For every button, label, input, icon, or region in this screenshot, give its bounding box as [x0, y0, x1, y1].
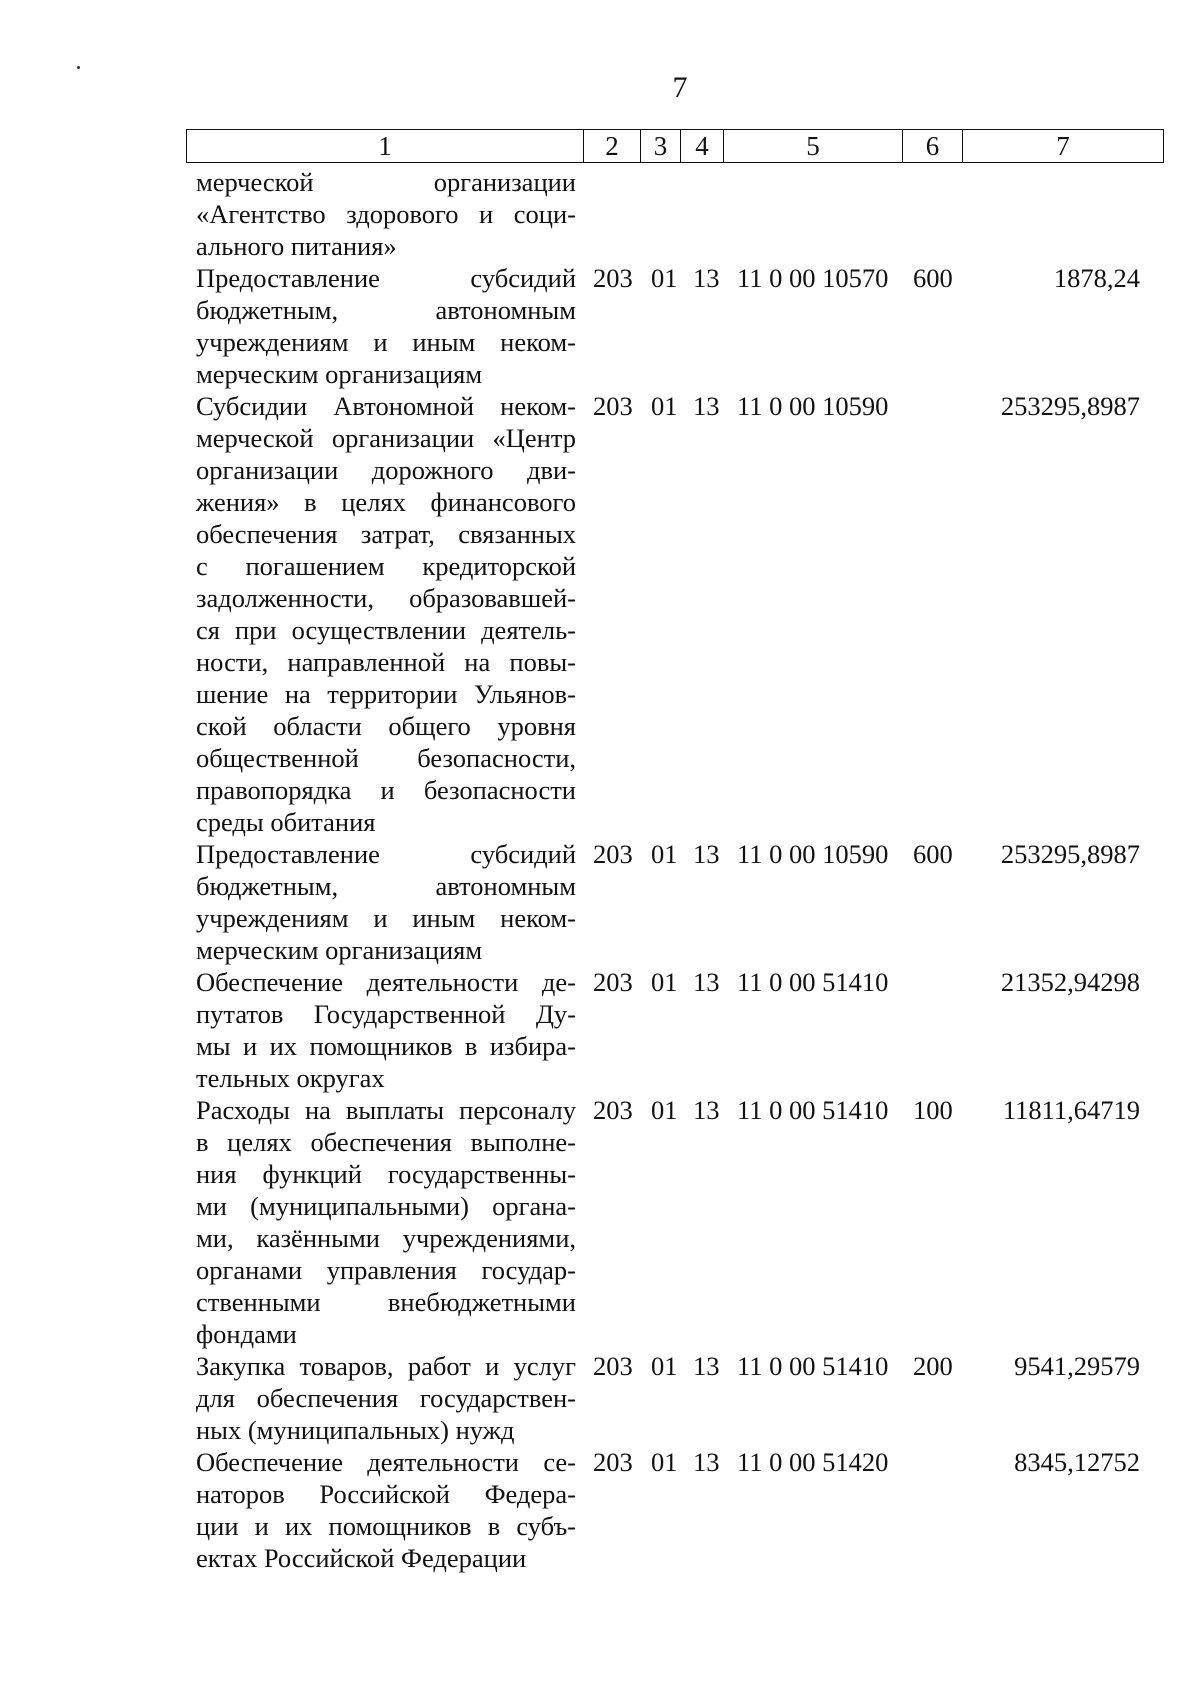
code-section: 01 [651, 1447, 678, 1477]
description-line: фондами [196, 1319, 297, 1349]
code-admin: 203 [593, 1351, 633, 1381]
table-row [0, 166, 1200, 262]
code-admin: 203 [593, 839, 633, 869]
description-line: учреждениям и иным неком- [196, 903, 576, 933]
code-subsection: 13 [693, 1095, 720, 1125]
page-number: 7 [672, 71, 688, 104]
description-line: Предоставление субсидий [196, 839, 576, 869]
code-section: 01 [651, 967, 678, 997]
description-line: ся при осуществлении деятель- [196, 615, 576, 645]
table-row [0, 1446, 1200, 1574]
description-line: Расходы на выплаты персоналу [196, 1095, 576, 1125]
description-line: Субсидии Автономной неком- [196, 391, 576, 421]
description-line: общественной безопасности, [196, 743, 576, 773]
description-line: обеспечения затрат, связанных [196, 519, 576, 549]
row-description [196, 166, 576, 262]
row-description [196, 390, 576, 838]
table-body [0, 166, 1200, 1574]
code-section: 01 [651, 1351, 678, 1381]
row-description [196, 262, 576, 390]
description-line: Обеспечение деятельности де- [196, 967, 576, 997]
description-line: мерческой организации [196, 167, 576, 197]
description-line: путатов Государственной Ду- [196, 999, 576, 1029]
description-line: ции и их помощников в субъ- [196, 1511, 576, 1541]
description-line: для обеспечения государствен- [196, 1383, 576, 1413]
code-subsection: 13 [693, 967, 720, 997]
code-target-article: 11 0 00 51410 [737, 1351, 889, 1381]
code-subsection: 13 [693, 1447, 720, 1477]
code-admin: 203 [593, 1095, 633, 1125]
column-header-6: 6 [903, 130, 963, 163]
description-line: мерческим организациям [196, 359, 483, 389]
description-line: учреждениям и иным неком- [196, 327, 576, 357]
code-target-article: 11 0 00 10590 [737, 391, 889, 421]
table-row [0, 966, 1200, 1094]
code-admin: 203 [593, 263, 633, 293]
description-line: мерческой организации «Центр [196, 423, 576, 453]
description-line: ми (муниципальными) органа- [196, 1191, 576, 1221]
description-line: Предоставление субсидий [196, 263, 576, 293]
code-admin: 203 [593, 967, 633, 997]
code-subsection: 13 [693, 263, 720, 293]
row-description [196, 966, 576, 1094]
row-description [196, 1094, 576, 1350]
column-header-3: 3 [641, 130, 681, 163]
column-header-4: 4 [681, 130, 724, 163]
description-line: мы и их помощников в избира- [196, 1031, 576, 1061]
row-description [196, 1446, 576, 1574]
table-row [0, 838, 1200, 966]
description-line: бюджетным, автономным [196, 871, 576, 901]
column-header-7: 7 [963, 130, 1164, 163]
code-target-article: 11 0 00 10570 [737, 263, 889, 293]
table-row [0, 390, 1200, 838]
column-header-5: 5 [724, 130, 903, 163]
column-header-2: 2 [584, 130, 641, 163]
description-line: задолженности, образовавшей- [196, 583, 576, 613]
code-target-article: 11 0 00 51420 [737, 1447, 889, 1477]
description-line: наторов Российской Федера- [196, 1479, 576, 1509]
description-line: Закупка товаров, работ и услуг [196, 1351, 576, 1381]
code-expense-type: 200 [913, 1351, 953, 1381]
code-admin: 203 [593, 1447, 633, 1477]
amount: 11811,64719 [1002, 1095, 1140, 1125]
description-line: ности, направленной на повы- [196, 647, 576, 677]
description-line: ального питания» [196, 231, 397, 261]
amount: 253295,8987 [1000, 839, 1140, 869]
code-target-article: 11 0 00 10590 [737, 839, 889, 869]
code-section: 01 [651, 839, 678, 869]
amount: 8345,12752 [1014, 1447, 1140, 1477]
description-line: ской области общего уровня [196, 711, 576, 741]
description-line: бюджетным, автономным [196, 295, 576, 325]
row-description [196, 838, 576, 966]
description-line: ектах Российской Федерации [196, 1543, 527, 1573]
description-line: шение на территории Ульянов- [196, 679, 576, 709]
description-line: ния функций государственны- [196, 1159, 576, 1189]
code-subsection: 13 [693, 1351, 720, 1381]
description-line: ми, казёнными учреждениями, [196, 1223, 576, 1253]
table-row [0, 262, 1200, 390]
code-expense-type: 600 [913, 839, 953, 869]
description-line: правопорядка и безопасности [196, 775, 576, 805]
code-target-article: 11 0 00 51410 [737, 967, 889, 997]
code-expense-type: 100 [913, 1095, 953, 1125]
description-line: органами управления государ- [196, 1255, 576, 1285]
table-row [0, 1094, 1200, 1350]
description-line: ных (муниципальных) нужд [196, 1415, 515, 1445]
code-expense-type: 600 [913, 263, 953, 293]
code-subsection: 13 [693, 391, 720, 421]
code-target-article: 11 0 00 51410 [737, 1095, 889, 1125]
amount: 21352,94298 [1000, 967, 1140, 997]
description-line: Обеспечение деятельности се- [196, 1447, 576, 1477]
code-admin: 203 [593, 391, 633, 421]
description-line: жения» в целях финансового [196, 487, 576, 517]
code-subsection: 13 [693, 839, 720, 869]
description-line: среды обитания [196, 807, 376, 837]
amount: 1878,24 [1053, 263, 1140, 293]
description-line: тельных округах [196, 1063, 385, 1093]
table-row [0, 1350, 1200, 1446]
row-description [196, 1350, 576, 1446]
code-section: 01 [651, 263, 678, 293]
amount: 9541,29579 [1014, 1351, 1140, 1381]
amount: 253295,8987 [1000, 391, 1140, 421]
code-section: 01 [651, 1095, 678, 1125]
description-line: мерческим организациям [196, 935, 483, 965]
description-line: организации дорожного дви- [196, 455, 576, 485]
scan-dot [77, 66, 80, 69]
code-section: 01 [651, 391, 678, 421]
description-line: в целях обеспечения выполне- [196, 1127, 576, 1157]
column-header-1: 1 [187, 130, 584, 163]
description-line: «Агентство здорового и соци- [196, 199, 576, 229]
description-line: ственными внебюджетными [196, 1287, 576, 1317]
description-line: с погашением кредиторской [196, 551, 576, 581]
column-header-row [186, 129, 1164, 163]
